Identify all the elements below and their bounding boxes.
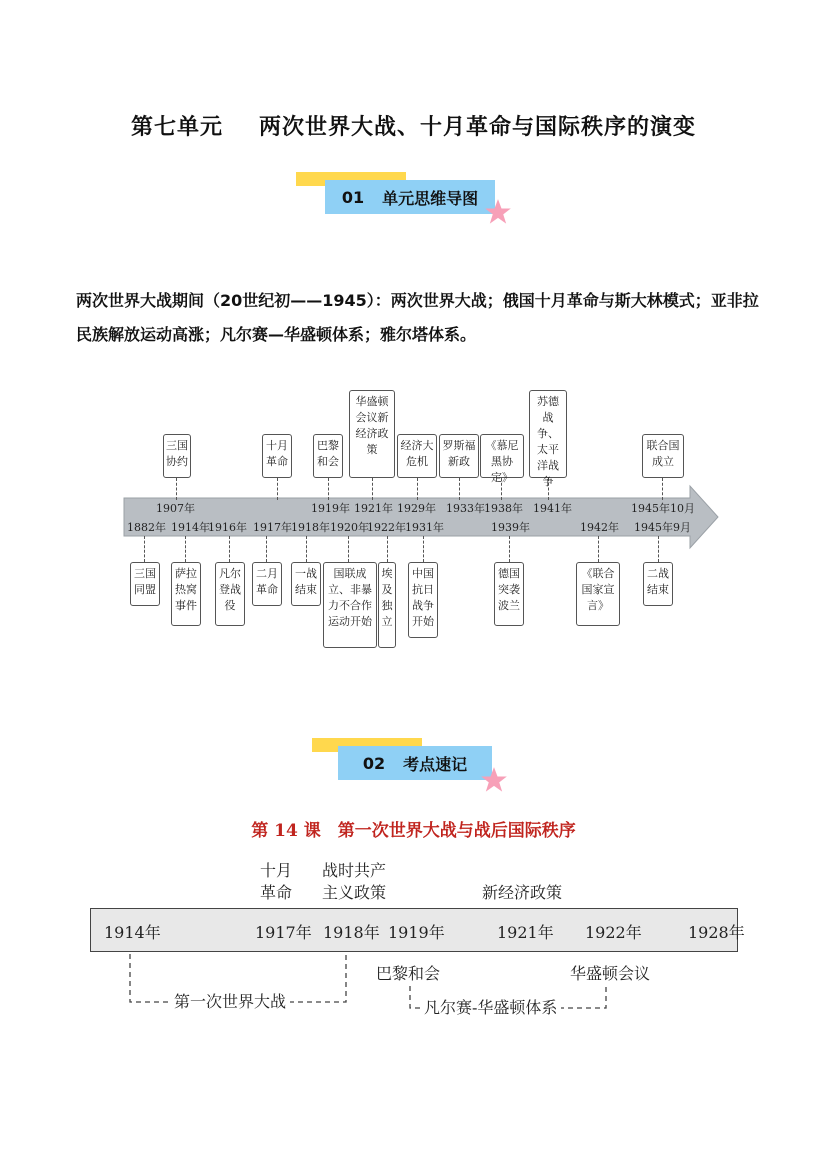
event-box: 罗斯福新政 xyxy=(439,434,479,478)
year-label: 1945年10月 xyxy=(631,502,695,515)
year-label: 1922年 xyxy=(367,521,406,534)
section1-header xyxy=(325,180,495,214)
event-box: 德国突袭波兰 xyxy=(494,562,524,626)
event-box: 埃及独立 xyxy=(378,562,396,648)
year-label: 1918年 xyxy=(291,521,330,534)
connector xyxy=(185,536,186,562)
connector xyxy=(598,536,599,562)
year-label: 1938年 xyxy=(484,502,523,515)
year-label: 1918年 xyxy=(323,923,380,942)
section2-number: 02 xyxy=(362,753,386,773)
connector xyxy=(417,478,418,500)
year-label: 1914年 xyxy=(104,923,161,942)
year-label: 1931年 xyxy=(405,521,444,534)
event-box: 萨拉热窝事件 xyxy=(171,562,201,626)
event-box: 一战结束 xyxy=(291,562,321,606)
year-label: 1929年 xyxy=(397,502,436,515)
event-box: 经济大危机 xyxy=(397,434,437,478)
connector xyxy=(387,536,388,562)
connector xyxy=(229,536,230,562)
event-box: 二战结束 xyxy=(643,562,673,606)
top-label: 新经济政策 xyxy=(482,883,563,902)
connector xyxy=(144,536,145,562)
connector xyxy=(372,478,373,500)
page-title xyxy=(0,110,827,141)
bottom-label: 华盛顿会议 xyxy=(570,964,651,983)
connector xyxy=(348,536,349,562)
connector xyxy=(306,536,307,562)
year-label: 1921年 xyxy=(354,502,393,515)
year-label: 1914年 xyxy=(171,521,210,534)
section1-number: 01 xyxy=(341,187,365,207)
connector xyxy=(658,536,659,562)
bottom-label: 凡尔赛-华盛顿体系 xyxy=(420,997,561,1019)
event-box: 《联合国家宣言》 xyxy=(576,562,620,626)
year-label: 1941年 xyxy=(533,502,572,515)
event-box: 凡尔登战役 xyxy=(215,562,245,626)
section2-header xyxy=(338,746,492,780)
year-label: 1907年 xyxy=(156,502,195,515)
connector xyxy=(266,536,267,562)
unit-name: 两次世界大战、十月革命与国际秩序的演变 xyxy=(259,115,697,140)
year-label: 1919年 xyxy=(388,923,445,942)
bottom-label: 第一次世界大战 xyxy=(170,991,290,1013)
year-label: 1939年 xyxy=(491,521,530,534)
year-label: 1928年 xyxy=(688,923,745,942)
section1-label: 单元思维导图 xyxy=(382,188,479,208)
year-label: 1882年 xyxy=(127,521,166,534)
event-box: 国联成立、非暴力不合作运动开始 xyxy=(323,562,377,648)
intro-paragraph: 两次世界大战期间（20世纪初——1945）：两次世界大战；俄国十月革命与斯大林模式；亚非拉民族解放运动高涨；凡尔赛—华盛顿体系；雅尔塔体系。 xyxy=(76,291,759,344)
event-box: 中国抗日战争开始 xyxy=(408,562,438,638)
year-label: 1942年 xyxy=(580,521,619,534)
top-label: 战时共产主义政策 xyxy=(322,861,387,902)
event-box: 巴黎和会 xyxy=(313,434,343,478)
year-label: 1916年 xyxy=(208,521,247,534)
connector xyxy=(277,478,278,500)
event-box: 《慕尼黑协定》 xyxy=(480,434,524,478)
lesson-title: 第 14 课 第一次世界大战与战后国际秩序 xyxy=(251,821,576,841)
event-box: 三国协约 xyxy=(163,434,191,478)
year-label: 1921年 xyxy=(497,923,554,942)
year-label: 1945年9月 xyxy=(634,521,691,534)
star-icon xyxy=(480,766,508,794)
year-label: 1933年 xyxy=(446,502,485,515)
event-box: 华盛顿会议新经济政策 xyxy=(349,390,395,478)
event-box: 联合国成立 xyxy=(642,434,684,478)
connector xyxy=(176,478,177,500)
year-label: 1920年 xyxy=(330,521,369,534)
section2-label: 考点速记 xyxy=(403,754,468,774)
year-label: 1917年 xyxy=(253,521,292,534)
connector xyxy=(423,536,424,562)
connector xyxy=(459,478,460,500)
year-label: 1922年 xyxy=(585,923,642,942)
event-box: 十月革命 xyxy=(262,434,292,478)
top-label: 十月革命 xyxy=(260,861,293,902)
year-label: 1917年 xyxy=(255,923,312,942)
event-box: 二月革命 xyxy=(252,562,282,606)
event-box: 三国同盟 xyxy=(130,562,160,606)
unit-label: 第七单元 xyxy=(130,115,223,140)
connector xyxy=(328,478,329,500)
star-icon xyxy=(484,198,512,226)
connector xyxy=(662,478,663,500)
event-box: 苏德战争、太平洋战争 xyxy=(529,390,567,478)
timeline1-arrow xyxy=(124,486,720,550)
connector xyxy=(509,536,510,562)
year-label: 1919年 xyxy=(311,502,350,515)
bottom-label: 巴黎和会 xyxy=(376,964,441,983)
